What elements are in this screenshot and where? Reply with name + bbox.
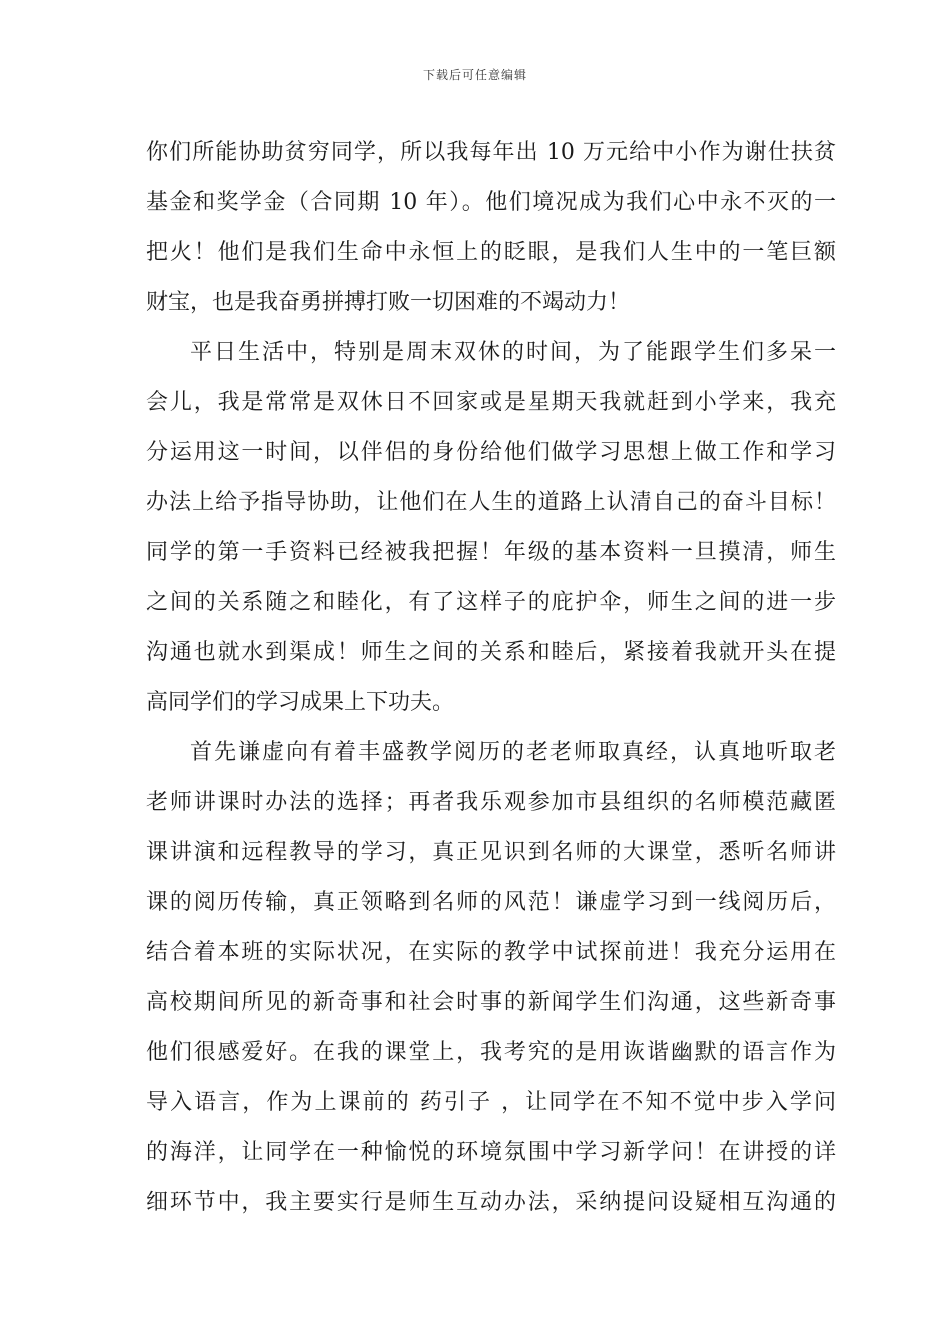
text-line: 课的阅历传输，真正领略到名师的风范！谦虚学习到一线阅历后， [146,890,836,915]
text-line: 同学的第一手资料已经被我把握！年级的基本资料一旦摸清，师生 [146,540,836,565]
text-line: 导入语言，作为上课前的 药引子 ，让同学在不知不觉中步入学问 [146,1090,836,1115]
page-header: 下载后可任意编辑 [422,68,527,82]
text-line: 分运用这一时间，以伴侣的身份给他们做学习思想上做工作和学习 [146,440,836,465]
text-line: 会儿，我是常常是双休日不回家或是星期天我就赶到小学来，我充 [146,390,836,415]
text-line: 把火！他们是我们生命中永恒上的眨眼，是我们人生中的一笔巨额 [146,240,836,265]
text-line: 的海洋，让同学在一种愉悦的环境氛围中学习新学问！在讲授的详 [146,1140,836,1165]
text-line: 之间的关系随之和睦化，有了这样子的庇护伞，师生之间的进一步 [146,590,836,615]
text-line: 基金和奖学金（合同期 10 年）。他们境况成为我们心中永不灭的一 [146,190,836,215]
text-line: 细环节中，我主要实行是师生互动办法，采纳提问设疑相互沟通的 [146,1190,836,1215]
text-line: 课讲演和远程教导的学习，真正见识到名师的大课堂，悉听名师讲 [146,840,836,865]
body-text [146,128,836,1228]
text-line: 你们所能协助贫穷同学，所以我每年出 10 万元给中小作为谢仕扶贫 [146,140,836,165]
text-line: 财宝，也是我奋勇拼搏打败一切困难的不竭动力！ [146,290,631,315]
text-line: 老师讲课时办法的选择；再者我乐观参加市县组织的名师模范藏匿 [146,790,836,815]
paragraph-first-line: 平日生活中，特别是周末双休的时间，为了能跟学生们多呆一 [190,340,836,365]
text-line: 高校期间所见的新奇事和社会时事的新闻学生们沟通，这些新奇事 [146,990,836,1015]
paragraph-first-line: 首先谦虚向有着丰盛教学阅历的老老师取真经，认真地听取老 [190,740,836,765]
text-line: 高同学们的学习成果上下功夫。 [146,690,455,715]
text-line: 沟通也就水到渠成！师生之间的关系和睦后，紧接着我就开头在提 [146,640,836,665]
text-line: 他们很感爱好。在我的课堂上，我考究的是用诙谐幽默的语言作为 [146,1040,836,1065]
text-line: 结合着本班的实际状况，在实际的教学中试探前进！我充分运用在 [146,940,836,965]
text-line: 办法上给予指导协助，让他们在人生的道路上认清自己的奋斗目标！ [146,490,836,515]
